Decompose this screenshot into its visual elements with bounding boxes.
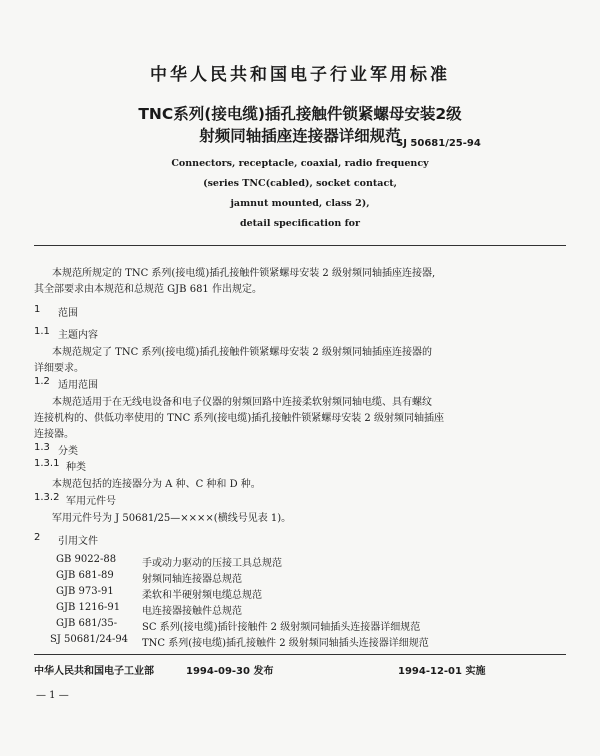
reference-code: GJB 681/35- bbox=[56, 618, 118, 629]
bottom-divider bbox=[34, 654, 566, 655]
issue-date: 1994-09-30 发布 bbox=[186, 666, 274, 677]
issuing-authority: 中华人民共和国电子工业部 bbox=[34, 666, 154, 677]
reference-title: 柔软和半硬射频电缆总规范 bbox=[142, 590, 262, 601]
section-1-1-text-1: 本规范规定了 TNC 系列(接电缆)插孔接触件锁紧螺母安装 2 级射频同轴插座连接器的 bbox=[52, 347, 432, 358]
standard-type-header: 中华人民共和国电子行业军用标准 bbox=[150, 65, 450, 85]
section-1-2-text-1: 本规范适用于在无线电设备和电子仪器的射频回路中连接柔软射频同轴电缆、具有螺纹 bbox=[52, 397, 432, 408]
reference-title: SC 系列(接电缆)插针接触件 2 级射频同轴插头连接器详细规范 bbox=[142, 622, 421, 633]
english-title-line-1: Connectors, receptacle, coaxial, radio frequency bbox=[171, 158, 429, 169]
section-1-title: 范围 bbox=[58, 308, 78, 319]
section-1-2-text-2: 连接机构的、供低功率使用的 TNC 系列(接电缆)插孔接触件锁紧螺母安装 2 级射频同轴插座 bbox=[34, 413, 444, 424]
section-1-2-title: 适用范围 bbox=[58, 380, 98, 391]
reference-title: 射频同轴连接器总规范 bbox=[142, 574, 242, 585]
document-title-line-1: TNC系列(接电缆)插孔接触件锁紧螺母安装2级 bbox=[138, 105, 462, 123]
section-2-number: 2 bbox=[34, 532, 41, 543]
section-1-3-title: 分类 bbox=[58, 446, 78, 457]
reference-code: GB 9022-88 bbox=[56, 554, 117, 565]
section-1-3-2-text: 军用元件号为 J 50681/25—××××(横线号见表 1)。 bbox=[52, 513, 292, 524]
section-1-3-1-title: 种类 bbox=[66, 462, 86, 473]
english-title-line-3: jamnut mounted, class 2), bbox=[230, 198, 370, 209]
intro-line-1: 本规范所规定的 TNC 系列(接电缆)插孔接触件锁紧螺母安装 2 级射频同轴插座连接器, bbox=[52, 268, 436, 279]
top-divider bbox=[34, 245, 566, 246]
page-number: — 1 — bbox=[36, 690, 69, 701]
standard-number: SJ 50681/25-94 bbox=[396, 138, 481, 149]
section-1-number: 1 bbox=[34, 304, 41, 315]
reference-code: GJB 681-89 bbox=[56, 570, 114, 581]
section-1-3-number: 1.3 bbox=[34, 442, 50, 453]
section-1-3-2-number: 1.3.2 bbox=[34, 492, 60, 503]
reference-code: GJB 1216-91 bbox=[56, 602, 121, 613]
english-title-line-2: (series TNC(cabled), socket contact, bbox=[203, 178, 397, 189]
section-1-2-number: 1.2 bbox=[34, 376, 50, 387]
reference-title: 电连接器接触件总规范 bbox=[142, 606, 242, 617]
section-1-1-title: 主题内容 bbox=[58, 330, 98, 341]
reference-title: 手或动力驱动的压接工具总规范 bbox=[142, 558, 282, 569]
section-1-1-number: 1.1 bbox=[34, 326, 50, 337]
reference-code: GJB 973-91 bbox=[56, 586, 114, 597]
section-1-3-1-text: 本规范包括的连接器分为 A 种、C 种和 D 种。 bbox=[52, 479, 261, 490]
section-2-title: 引用文件 bbox=[58, 536, 98, 547]
document-title-line-2: 射频同轴插座连接器详细规范 bbox=[199, 127, 401, 145]
english-title-line-4: detail specification for bbox=[239, 218, 360, 229]
section-1-3-1-number: 1.3.1 bbox=[34, 458, 60, 469]
reference-code: SJ 50681/24-94 bbox=[50, 634, 129, 645]
effective-date: 1994-12-01 实施 bbox=[398, 666, 486, 677]
reference-title: TNC 系列(接电缆)插孔接触件 2 级射频同轴插头连接器详细规范 bbox=[142, 638, 429, 649]
intro-line-2: 其全部要求由本规范和总规范 GJB 681 作出规定。 bbox=[34, 284, 262, 295]
section-1-2-text-3: 连接器。 bbox=[34, 429, 74, 440]
section-1-3-2-title: 军用元件号 bbox=[66, 496, 116, 507]
section-1-1-text-2: 详细要求。 bbox=[34, 363, 84, 374]
